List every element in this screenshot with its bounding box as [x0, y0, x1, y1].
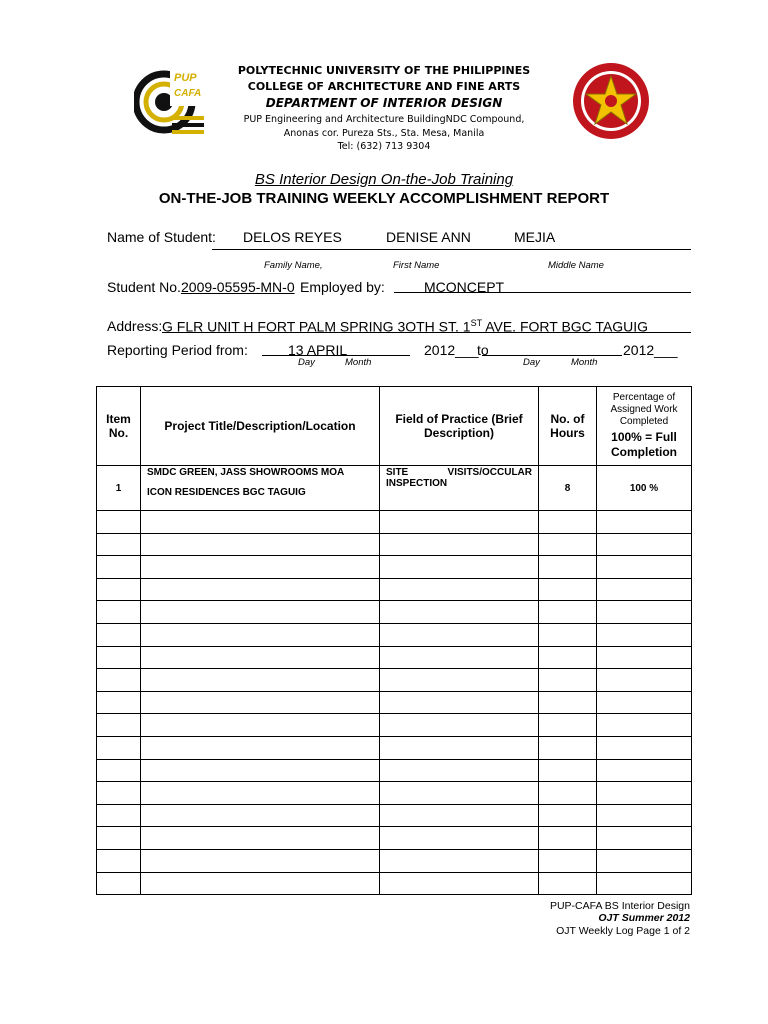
- cell-hours[interactable]: [539, 759, 597, 782]
- cell-project[interactable]: [141, 849, 380, 872]
- cell-percentage[interactable]: [597, 759, 692, 782]
- cell-hours[interactable]: 8: [539, 466, 597, 511]
- cell-hours[interactable]: [539, 669, 597, 692]
- cell-project[interactable]: [141, 669, 380, 692]
- cell-field[interactable]: [380, 804, 539, 827]
- cell-percentage[interactable]: [597, 578, 692, 601]
- cell-field[interactable]: [380, 669, 539, 692]
- cell-percentage[interactable]: [597, 804, 692, 827]
- header-item-no: Item No.: [97, 387, 141, 466]
- period-to-underline: [482, 355, 622, 356]
- table-row: [97, 601, 692, 624]
- cell-percentage[interactable]: [597, 691, 692, 714]
- name-label: Name of Student:: [107, 229, 216, 245]
- telephone: Tel: (632) 713 9304: [337, 141, 431, 152]
- footer-program: PUP-CAFA BS Interior Design: [549, 900, 690, 912]
- cell-item[interactable]: [97, 669, 141, 692]
- cell-hours[interactable]: [539, 511, 597, 534]
- student-number-value[interactable]: 2009-05595-MN-0: [181, 279, 295, 295]
- cell-project[interactable]: [141, 872, 380, 895]
- cell-project[interactable]: [141, 466, 380, 511]
- cell-hours[interactable]: [539, 533, 597, 556]
- address-line-2: Anonas cor. Pureza Sts., Sta. Mesa, Manila: [283, 128, 485, 139]
- cell-project[interactable]: [141, 782, 380, 805]
- logo-text-cafa: CAFA: [174, 88, 202, 99]
- cell-project[interactable]: [141, 804, 380, 827]
- cell-percentage[interactable]: [597, 827, 692, 850]
- table-row: [97, 646, 692, 669]
- cell-field[interactable]: [380, 511, 539, 534]
- footer-page: OJT Weekly Log Page 1 of 2: [556, 925, 690, 937]
- cell-item[interactable]: [97, 759, 141, 782]
- cell-project[interactable]: [141, 556, 380, 579]
- field-word-2: VISITS/OCCULAR: [447, 467, 532, 478]
- table-row: [97, 804, 692, 827]
- employed-by-label: Employed by:: [300, 279, 385, 295]
- cell-percentage[interactable]: [597, 623, 692, 646]
- table-row: [97, 849, 692, 872]
- middle-name-value[interactable]: MEJIA: [514, 229, 556, 245]
- cell-item[interactable]: [97, 601, 141, 624]
- table-header-row: [97, 387, 692, 466]
- student-number-label: Student No.: [107, 279, 181, 295]
- header-percentage-full: 100% = Full Completion: [611, 430, 677, 459]
- table-row: [97, 736, 692, 759]
- cell-field[interactable]: [380, 578, 539, 601]
- cell-item[interactable]: 1: [97, 466, 141, 511]
- family-name-caption: Family Name,: [264, 260, 323, 271]
- field-line-2: INSPECTION: [386, 478, 448, 489]
- cell-hours[interactable]: [539, 646, 597, 669]
- period-to-year[interactable]: 2012___: [623, 342, 678, 358]
- logo-text-pup: PUP: [174, 72, 197, 84]
- header-percentage: [597, 387, 692, 466]
- cell-project[interactable]: [141, 578, 380, 601]
- form-title: ON-THE-JOB TRAINING WEEKLY ACCOMPLISHMENT REPORT: [158, 190, 610, 207]
- address-underline: [162, 332, 691, 333]
- cell-percentage[interactable]: 100 %: [597, 466, 692, 511]
- cell-hours[interactable]: [539, 691, 597, 714]
- cell-percentage[interactable]: [597, 669, 692, 692]
- cell-field[interactable]: [380, 623, 539, 646]
- table-row: [97, 872, 692, 895]
- cell-project[interactable]: [141, 646, 380, 669]
- cell-item[interactable]: [97, 646, 141, 669]
- cell-percentage[interactable]: [597, 556, 692, 579]
- cell-percentage[interactable]: [597, 533, 692, 556]
- cell-percentage[interactable]: [597, 601, 692, 624]
- table-row: [97, 466, 692, 511]
- family-name-value[interactable]: DELOS REYES: [243, 229, 342, 245]
- footer-ojt-term: OJT Summer 2012: [598, 912, 690, 924]
- cell-item[interactable]: [97, 804, 141, 827]
- period-to-label: to: [477, 342, 489, 358]
- table-row: [97, 782, 692, 805]
- cell-item[interactable]: [97, 849, 141, 872]
- cell-field[interactable]: [380, 466, 539, 511]
- cell-project[interactable]: [141, 623, 380, 646]
- cell-project[interactable]: [141, 691, 380, 714]
- college-name: COLLEGE OF ARCHITECTURE AND FINE ARTS: [247, 80, 521, 93]
- cell-field[interactable]: [380, 759, 539, 782]
- table-row: [97, 691, 692, 714]
- address-superscript: ST: [470, 318, 483, 328]
- cell-percentage[interactable]: [597, 511, 692, 534]
- cell-hours[interactable]: [539, 556, 597, 579]
- table-row: [97, 623, 692, 646]
- cell-item[interactable]: [97, 736, 141, 759]
- from-month-caption: Month: [345, 357, 372, 368]
- cell-hours[interactable]: [539, 714, 597, 737]
- cell-hours[interactable]: [539, 736, 597, 759]
- cell-percentage[interactable]: [597, 714, 692, 737]
- to-day-caption: Day: [523, 357, 540, 368]
- cell-hours[interactable]: [539, 601, 597, 624]
- department-name: DEPARTMENT OF INTERIOR DESIGN: [265, 96, 503, 110]
- form-subtitle: BS Interior Design On-the-Job Training: [254, 171, 514, 188]
- cell-field[interactable]: [380, 533, 539, 556]
- cell-project[interactable]: [141, 759, 380, 782]
- cell-item[interactable]: [97, 533, 141, 556]
- cell-percentage[interactable]: [597, 736, 692, 759]
- cell-field[interactable]: [380, 646, 539, 669]
- header-hours: No. of Hours: [539, 387, 597, 466]
- cell-item[interactable]: [97, 827, 141, 850]
- period-from-year[interactable]: 2012___: [424, 342, 479, 358]
- cell-percentage[interactable]: [597, 849, 692, 872]
- cell-item[interactable]: [97, 691, 141, 714]
- cell-hours[interactable]: [539, 804, 597, 827]
- accomplishment-table: [96, 386, 692, 895]
- table-row: [97, 533, 692, 556]
- cell-percentage[interactable]: [597, 872, 692, 895]
- cell-hours[interactable]: [539, 827, 597, 850]
- cell-item[interactable]: [97, 782, 141, 805]
- cell-project[interactable]: [141, 511, 380, 534]
- employer-value[interactable]: MCONCEPT: [424, 279, 505, 295]
- first-name-value[interactable]: DENISE ANN: [386, 229, 471, 245]
- employer-underline: [394, 292, 691, 293]
- address-label: Address:: [107, 318, 163, 334]
- table-row: [97, 511, 692, 534]
- period-from-underline: [262, 355, 410, 356]
- cell-item[interactable]: [97, 556, 141, 579]
- cell-item[interactable]: [97, 578, 141, 601]
- name-underline: [212, 249, 691, 250]
- project-line-2: ICON RESIDENCES BGC TAGUIG: [147, 487, 306, 498]
- reporting-period-label: Reporting Period from:: [107, 342, 248, 358]
- cell-percentage[interactable]: [597, 782, 692, 805]
- cell-hours[interactable]: [539, 623, 597, 646]
- table-row: [97, 759, 692, 782]
- address-text-rest: AVE. FORT BGC TAGUIG: [482, 318, 649, 335]
- period-from-value[interactable]: 13 APRIL: [288, 342, 348, 358]
- to-month-caption: Month: [571, 357, 598, 368]
- cell-project[interactable]: [141, 601, 380, 624]
- cell-field[interactable]: [380, 714, 539, 737]
- table-row: [97, 556, 692, 579]
- cell-field[interactable]: [380, 601, 539, 624]
- project-line-1: SMDC GREEN, JASS SHOWROOMS MOA: [147, 467, 345, 478]
- header-project: Project Title/Description/Location: [141, 387, 380, 466]
- address-line-1: PUP Engineering and Architecture BuildingNDC Compound,: [243, 114, 525, 125]
- cell-project[interactable]: [141, 533, 380, 556]
- table-row: [97, 827, 692, 850]
- cell-field[interactable]: [380, 556, 539, 579]
- cell-item[interactable]: [97, 511, 141, 534]
- cell-project[interactable]: [141, 736, 380, 759]
- header-field: Field of Practice (Brief Description): [380, 387, 539, 466]
- cell-hours[interactable]: [539, 849, 597, 872]
- table-row: [97, 669, 692, 692]
- field-word-1: SITE: [386, 467, 409, 478]
- field-line-1: [386, 467, 532, 478]
- cell-item[interactable]: [97, 623, 141, 646]
- university-name: POLYTECHNIC UNIVERSITY OF THE PHILIPPINES: [237, 64, 531, 77]
- middle-name-caption: Middle Name: [548, 260, 604, 271]
- cell-field[interactable]: [380, 691, 539, 714]
- cell-field[interactable]: [380, 827, 539, 850]
- header-percentage-desc: Percentage of Assigned Work Completed: [610, 392, 678, 427]
- cell-field[interactable]: [380, 736, 539, 759]
- from-day-caption: Day: [298, 357, 315, 368]
- cell-percentage[interactable]: [597, 646, 692, 669]
- cell-project[interactable]: [141, 827, 380, 850]
- cell-hours[interactable]: [539, 872, 597, 895]
- cell-field[interactable]: [380, 872, 539, 895]
- table-row: [97, 714, 692, 737]
- cell-project[interactable]: [141, 714, 380, 737]
- cell-field[interactable]: [380, 849, 539, 872]
- address-text: G FLR UNIT H FORT PALM SPRING 3OTH ST. 1: [162, 318, 471, 335]
- table-row: [97, 578, 692, 601]
- cell-item[interactable]: [97, 872, 141, 895]
- cell-item[interactable]: [97, 714, 141, 737]
- first-name-caption: First Name: [393, 260, 440, 271]
- cell-hours[interactable]: [539, 782, 597, 805]
- cell-hours[interactable]: [539, 578, 597, 601]
- cell-field[interactable]: [380, 782, 539, 805]
